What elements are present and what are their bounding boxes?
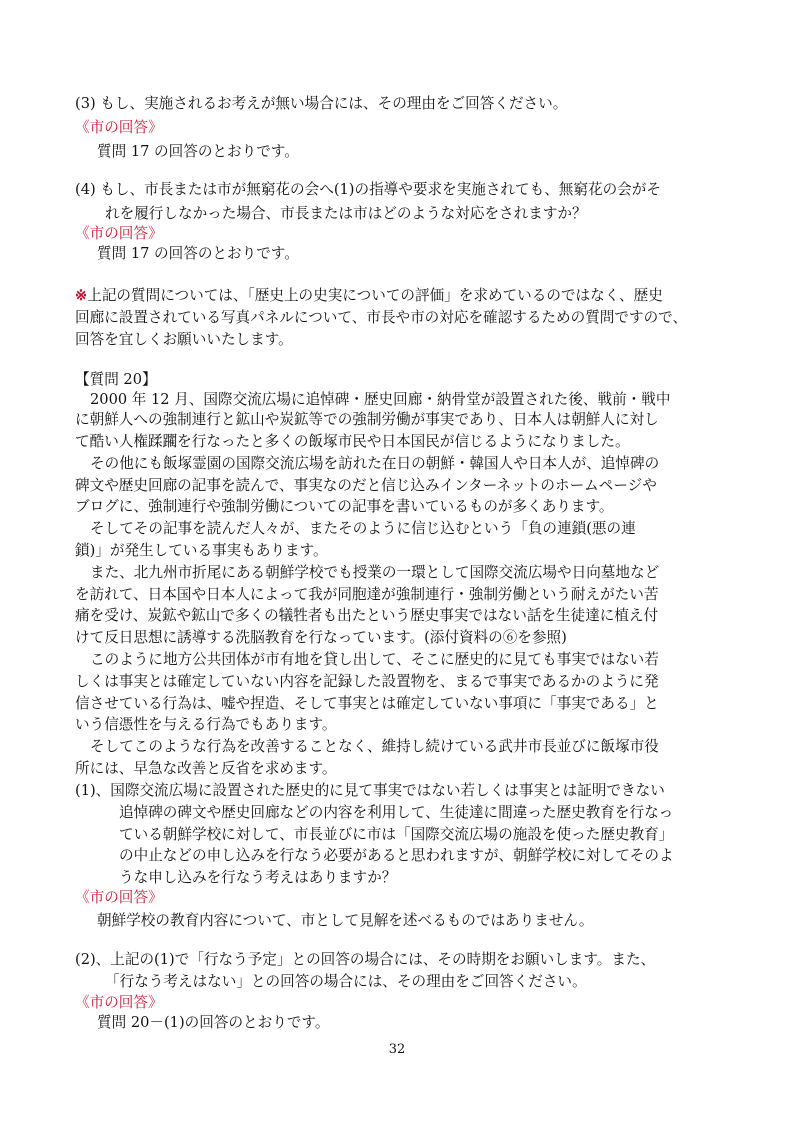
q20-body-line: また、北九州市折尾にある朝鮮学校でも授業の一環として国際交流広場や日向墓地など (90, 564, 660, 581)
q20-body-line: 鎖)」が発生している事実もあります。 (75, 542, 328, 559)
q20-body-line: けて反日思想に誘導する洗脳教育を行なっています。(添付資料の⑥を参照) (75, 629, 567, 646)
note-line: 回答を宜しくお願いいたします。 (75, 331, 293, 348)
q20-sub1-line: 追悼碑の碑文や歴史回廊などの内容を利用して、生徒達に間違った歴史教育を行なっ (119, 804, 674, 821)
q20-body-line: その他にも飯塚霊園の国際交流広場を訪れた在日の朝鮮・韓国人や日本人が、追悼碑の (90, 455, 660, 472)
q20-sub1-line: うな申し込みを行なう考えはありますか？ (119, 869, 397, 886)
answer-text: 質問 17 の回答のとおりです。 (97, 143, 299, 160)
q20-sub1-line: ている朝鮮学校に対して、市長並びに市は「国際交流広場の施設を使った歴史教育」 (119, 826, 674, 843)
q20-body-line: そしてこのような行為を改善することなく、維持し続けている武井市長並びに飯塚市役 (90, 738, 659, 755)
q20-body-line: いう信憑性を与える行為でもあります。 (75, 716, 337, 733)
question-20-heading: 【質問 20】 (75, 371, 157, 388)
q20-sub1-line: の中止などの申し込みを行なう必要があると思われますが、朝鮮学校に対してそのよ (119, 847, 674, 864)
q20-body-line: を訪れて、日本国や日本人によって我が同胞達が強制連行・強制労働という耐えがたい苦 (75, 586, 659, 603)
q20-body-line: そしてその記事を読んだ人々が、またそのように信じ込むという「負の連鎖(悪の連 (90, 520, 636, 537)
q20-body-line: に朝鮮人への強制連行と鉱山や炭鉱等での強制労働が事実であり、日本人は朝鮮人に対し (75, 411, 659, 428)
question-17-4-line: れを履行しなかった場合、市長または市はどのような対応をされますか？ (105, 205, 587, 222)
answer-label: 《市の回答》 (75, 225, 163, 242)
q20-sub2-line: 「行なう考えはない」との回答の場合には、その理由をご回答ください。 (105, 973, 587, 990)
q20-body-line: しくは事実とは確定していない内容を記録した設置物を、まるで事実であるかのように発 (75, 673, 659, 690)
q20-body-line: 信させている行為は、嘘や捏造、そして事実とは確定していない事項に「事実である」と (75, 695, 659, 712)
note-mark: ※ (75, 287, 88, 304)
q20-sub1-line: (1)、国際交流広場に設置された歴史的に見て事実ではない若しくは事実とは証明できない (75, 782, 665, 799)
answer-label: 《市の回答》 (75, 119, 163, 136)
q20-body-line: 痛を受け、炭鉱や鉱山で多くの犠牲者も出たという歴史事実ではない話を生徒達に植え付 (75, 607, 659, 624)
question-17-4-line: (4) もし、市長または市が無窮花の会へ(1)の指導や要求を実施されても、無窮花の会がそ (75, 181, 661, 198)
answer-text: 質問 20－(1)の回答のとおりです。 (97, 1014, 330, 1031)
answer-label: 《市の回答》 (75, 994, 163, 1011)
answer-text: 質問 17 の回答のとおりです。 (97, 245, 299, 262)
answer-text: 朝鮮学校の教育内容について、市として見解を述べるものではありません。 (97, 912, 594, 929)
answer-label: 《市の回答》 (75, 889, 163, 906)
q20-body-line: て酷い人権蹂躙を行なったと多くの飯塚市民や日本国民が信じるようになりました。 (75, 433, 630, 450)
q20-body-line: 2000 年 12 月、国際交流広場に追悼碑・歴史回廊・納骨堂が設置された後、戦前・戦中 (90, 391, 671, 408)
question-17-3: (3) もし、実施されるお考えが無い場合には、その理由をご回答ください。 (75, 95, 568, 112)
q20-body-line: 碑文や歴史回廊の記事を読んで、事実なのだと信じ込みインターネットのホームページや (75, 477, 657, 494)
note-line: 回廊に設置されている写真パネルについて、市長や市の対応を確認するための質問ですので、 (75, 309, 688, 326)
q20-body-line: 所には、早急な改善と反省を求めます。 (75, 760, 337, 777)
q20-body-line: このように地方公共団体が市有地を貸し出して、そこに歴史的に見ても事実ではない若 (90, 651, 659, 668)
note-line: ※上記の質問については、「歴史上の史実についての評価」を求めているのではなく、歴史 (75, 287, 663, 304)
page-number: 32 (388, 1042, 406, 1057)
q20-body-line: ブログに、強制連行や強制労働についての記事を書いているものが多くあります。 (75, 498, 614, 515)
q20-sub2-line: (2)、上記の(1)で「行なう予定」との回答の場合には、その時期をお願いします。また、 (75, 951, 656, 968)
